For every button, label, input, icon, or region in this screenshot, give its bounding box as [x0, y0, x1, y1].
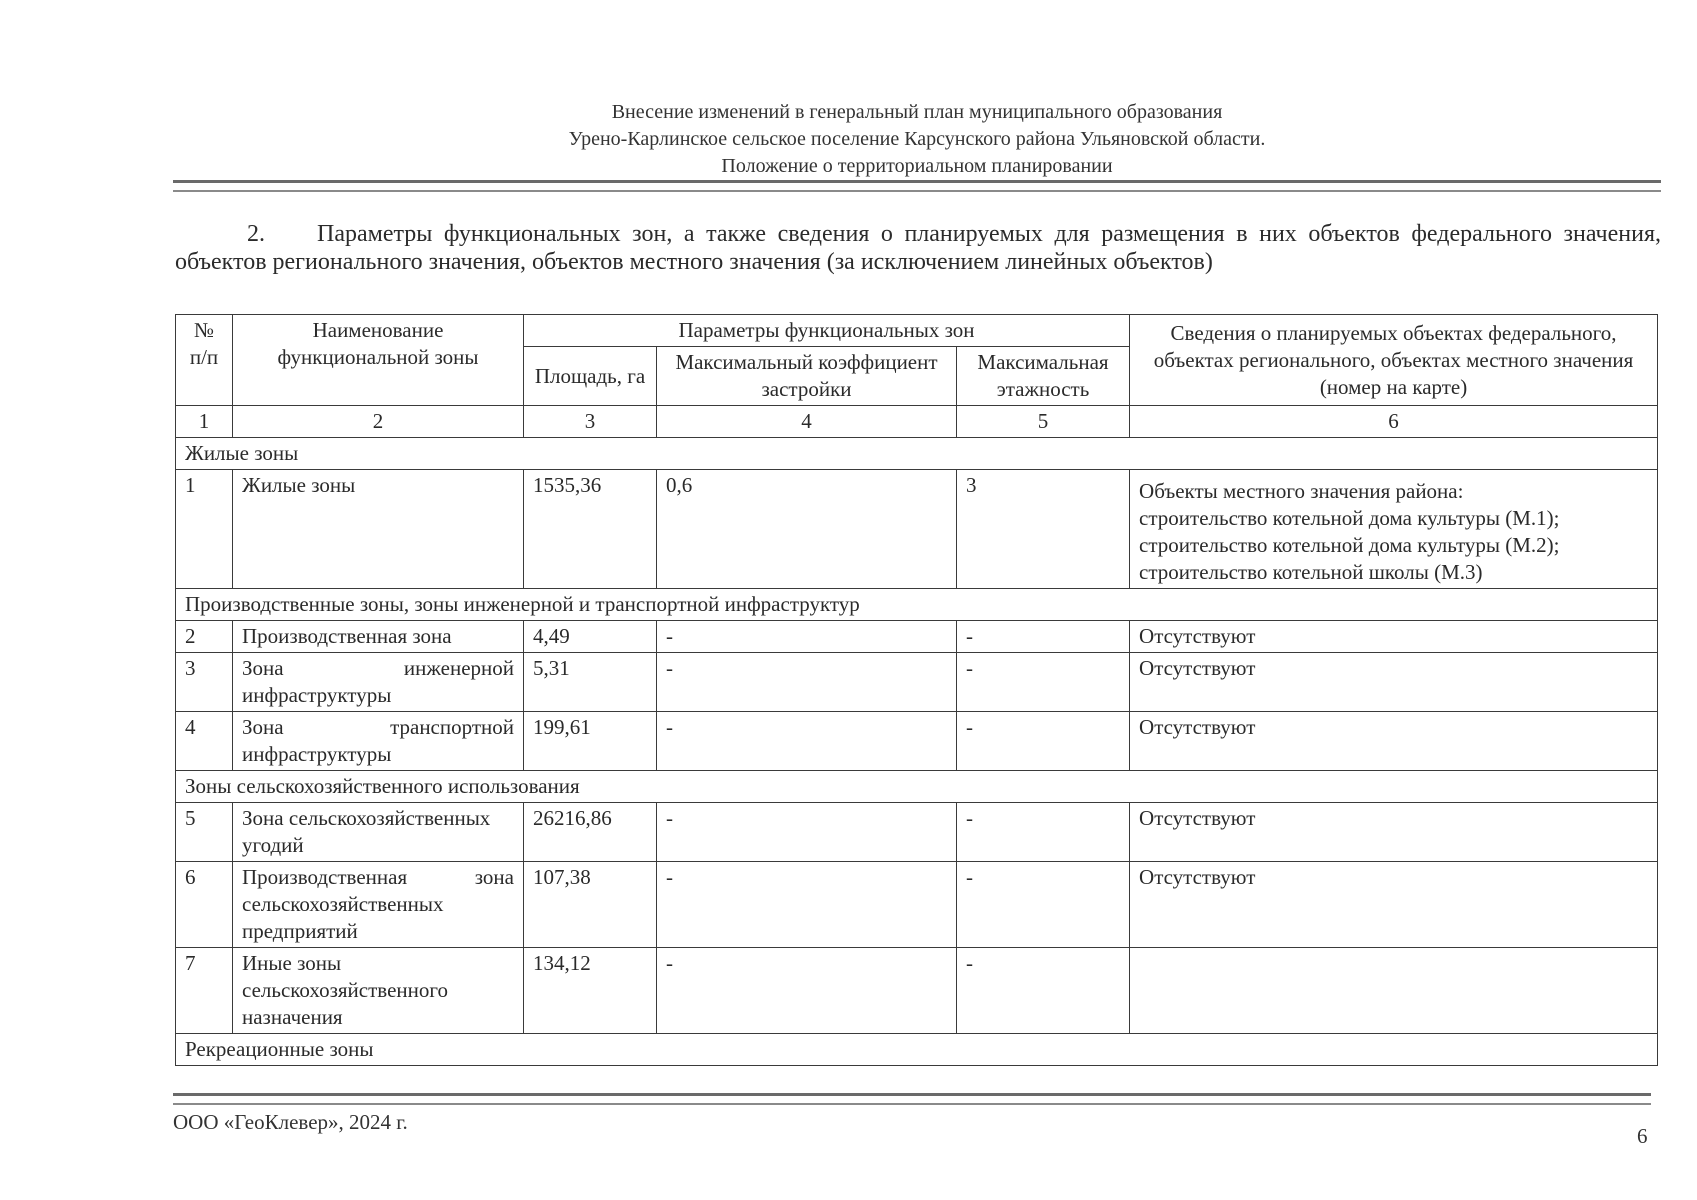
- page-number: 6: [1637, 1124, 1648, 1148]
- planned-object-line: строительство котельной дома культуры (М.1);: [1139, 506, 1560, 530]
- row-planned-objects: Отсутствуют: [1130, 653, 1658, 712]
- row-num: 4: [176, 712, 233, 771]
- column-number: 2: [233, 406, 524, 438]
- document-header: [173, 99, 1661, 180]
- header-coefficient: Максимальный коэффициент застройки: [657, 347, 957, 406]
- row-area: 199,61: [524, 712, 657, 771]
- section-residential: Жилые зоны: [176, 438, 1658, 470]
- row-planned-objects: Отсутствуют: [1130, 803, 1658, 862]
- row-coefficient: 0,6: [657, 470, 957, 589]
- table-row: [176, 948, 1658, 1034]
- section-row: [176, 438, 1658, 470]
- header-params-group: Параметры функциональных зон: [524, 315, 1130, 347]
- row-planned-objects: [1130, 948, 1658, 1034]
- header-line-3: Положение о территориальном планировании: [721, 155, 1113, 177]
- header-num: № п/п: [176, 315, 233, 406]
- row-coefficient: -: [657, 712, 957, 771]
- row-coefficient: -: [657, 862, 957, 948]
- row-zone-name: Зона сельскохозяйственных угодий: [233, 803, 524, 862]
- row-planned-objects: [1130, 470, 1658, 589]
- table-row: [176, 712, 1658, 771]
- footer-company: ООО «ГеоКлевер», 2024 г.: [173, 1110, 408, 1134]
- section-number: 2.: [247, 221, 265, 247]
- row-floors: -: [957, 653, 1130, 712]
- row-zone-name: Зона транспортной инфраструктуры: [233, 712, 524, 771]
- section-row: [176, 771, 1658, 803]
- header-floors: Максимальная этажность: [957, 347, 1130, 406]
- row-coefficient: -: [657, 621, 957, 653]
- row-area: 107,38: [524, 862, 657, 948]
- planned-object-line: строительство котельной школы (М.3): [1139, 560, 1483, 584]
- row-planned-objects: Отсутствуют: [1130, 621, 1658, 653]
- column-number: 5: [957, 406, 1130, 438]
- row-area: 5,31: [524, 653, 657, 712]
- planned-object-line: Объекты местного значения района:: [1139, 479, 1464, 503]
- header-zone-name: Наименование функциональной зоны: [233, 315, 524, 406]
- row-zone-name: Жилые зоны: [233, 470, 524, 589]
- row-floors: -: [957, 862, 1130, 948]
- section-row: [176, 1034, 1658, 1066]
- row-zone-name: Производственная зона: [233, 621, 524, 653]
- row-floors: 3: [957, 470, 1130, 589]
- row-planned-objects: Отсутствуют: [1130, 862, 1658, 948]
- table-row: [176, 803, 1658, 862]
- column-number: 4: [657, 406, 957, 438]
- row-zone-name: Иные зоны сельскохозяйственного назначения: [233, 948, 524, 1034]
- row-floors: -: [957, 712, 1130, 771]
- footer-divider: [173, 1093, 1651, 1105]
- row-num: 5: [176, 803, 233, 862]
- section-agricultural: Зоны сельскохозяйственного использования: [176, 771, 1658, 803]
- row-area: 1535,36: [524, 470, 657, 589]
- row-coefficient: -: [657, 948, 957, 1034]
- header-line-1: Внесение изменений в генеральный план муниципального образования: [611, 101, 1223, 123]
- column-number: 6: [1130, 406, 1658, 438]
- row-num: 1: [176, 470, 233, 589]
- header-area: Площадь, га: [524, 347, 657, 406]
- planned-object-line: строительство котельной дома культуры (М.2);: [1139, 533, 1560, 557]
- column-number: 3: [524, 406, 657, 438]
- table-row: [176, 470, 1658, 589]
- column-numbers-row: [176, 406, 1658, 438]
- row-floors: -: [957, 803, 1130, 862]
- section-heading: [175, 220, 1661, 276]
- row-coefficient: -: [657, 653, 957, 712]
- section-recreational: Рекреационные зоны: [176, 1034, 1658, 1066]
- header-planned-objects: Сведения о планируемых объектах федерального, объектах регионального, объектах местного значения (номер на карте): [1130, 315, 1658, 406]
- table-row: [176, 621, 1658, 653]
- table-header-row: [176, 315, 1658, 347]
- table-row: [176, 862, 1658, 948]
- row-coefficient: -: [657, 803, 957, 862]
- section-industrial: Производственные зоны, зоны инженерной и транспортной инфраструктур: [176, 589, 1658, 621]
- header-divider: [173, 180, 1661, 192]
- row-zone-name: Производственная зона сельскохозяйственных предприятий: [233, 862, 524, 948]
- row-area: 26216,86: [524, 803, 657, 862]
- row-area: 4,49: [524, 621, 657, 653]
- row-floors: -: [957, 621, 1130, 653]
- row-planned-objects: Отсутствуют: [1130, 712, 1658, 771]
- header-line-2: Урено-Карлинское сельское поселение Карсунского района Ульяновской области.: [568, 128, 1266, 150]
- row-num: 7: [176, 948, 233, 1034]
- row-floors: -: [957, 948, 1130, 1034]
- row-area: 134,12: [524, 948, 657, 1034]
- row-zone-name: Зона инженерной инфраструктуры: [233, 653, 524, 712]
- table-row: [176, 653, 1658, 712]
- row-num: 6: [176, 862, 233, 948]
- row-num: 3: [176, 653, 233, 712]
- column-number: 1: [176, 406, 233, 438]
- row-num: 2: [176, 621, 233, 653]
- functional-zones-table: [175, 314, 1658, 1066]
- section-title: Параметры функциональных зон, а также сведения о планируемых для размещения в них объектов федерального значения, объектов регионального значения, объектов местного значения (за исключением линейных объектов): [175, 221, 1661, 275]
- section-row: [176, 589, 1658, 621]
